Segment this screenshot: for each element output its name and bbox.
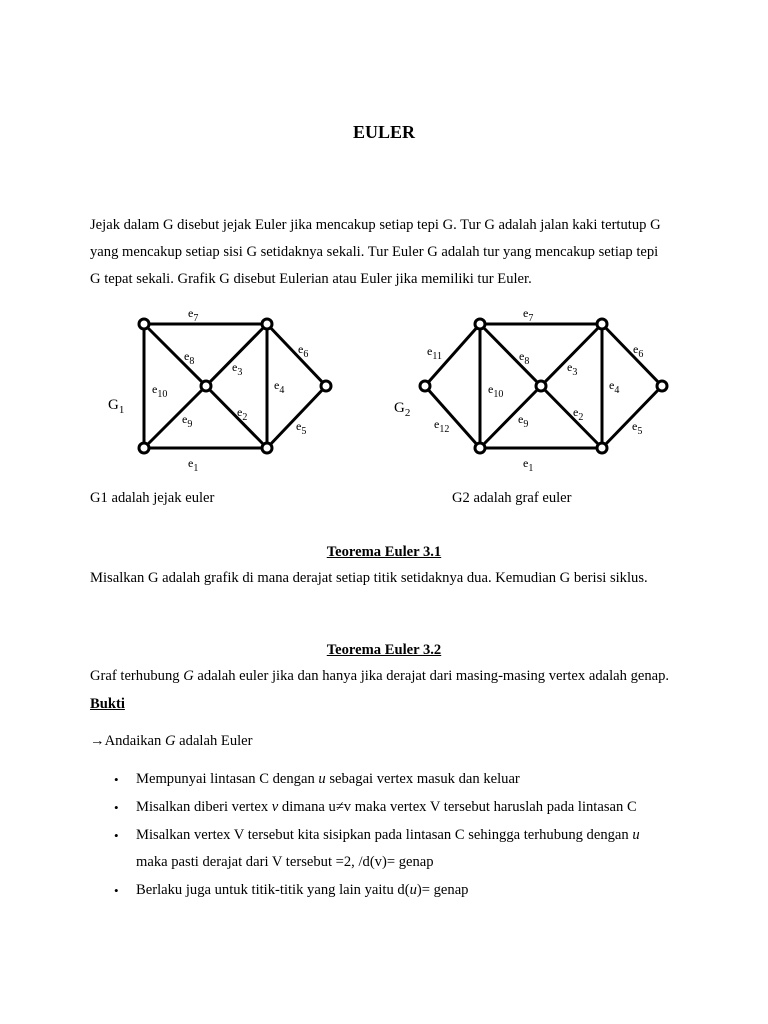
g2-vertex — [420, 381, 430, 391]
theorem-2-heading: Teorema Euler 3.2 — [326, 642, 442, 658]
g2-vertex — [475, 319, 485, 329]
theorem-2-text: Graf terhubung G adalah euler jika dan hanya jika derajat dari masing-masing vertex adalah genap. — [90, 668, 670, 684]
list-item: • Mempunyai lintasan C dengan u sebagai vertex masuk dan keluar — [90, 766, 680, 793]
g1-edge-e5 — [267, 386, 326, 448]
g1-edge-label: $e_{10}$ — [152, 382, 168, 400]
g1-vertex — [262, 443, 272, 453]
graph-figures — [100, 305, 680, 480]
g2-vertex — [597, 443, 607, 453]
g2-vertex — [475, 443, 485, 453]
g1-edge-e6 — [267, 324, 326, 386]
g1-edge-label: $e_1$ — [188, 456, 199, 474]
caption-g1: G1 adalah jejak euler — [90, 490, 215, 506]
g2-edge-label: $e_{12}$ — [434, 417, 450, 435]
intro-line-1: Jejak dalam G disebut jejak Euler jika mencakup setiap tepi G. Tur G adalah jalan kaki tertutup G — [90, 217, 661, 233]
g1-edge-label: $e_6$ — [298, 342, 309, 360]
g1-vertex — [139, 319, 149, 329]
g1-edge-label: $e_4$ — [274, 378, 285, 396]
g2-edge-e5 — [602, 386, 662, 448]
intro-line-3: G tepat sekali. Grafik G disebut Eulerian atau Euler jika memiliki tur Euler. — [90, 271, 532, 287]
g2-edge-label: $e_2$ — [573, 405, 584, 423]
graph-g2-vertices — [420, 319, 667, 453]
page-title: EULER — [352, 122, 415, 142]
g1-edge-label: $e_9$ — [182, 412, 193, 430]
intro-paragraph — [90, 212, 680, 293]
g1-vertex — [321, 381, 331, 391]
g2-edge-e8 — [480, 324, 541, 386]
g2-vertex — [597, 319, 607, 329]
bullet-icon: • — [114, 800, 119, 815]
g2-vertex — [657, 381, 667, 391]
g1-vertex — [139, 443, 149, 453]
g2-edge-label: $e_3$ — [567, 360, 578, 378]
list-item: • Misalkan diberi vertex v dimana u≠v maka vertex V tersebut haruslah pada lintasan C — [90, 794, 680, 821]
bullet-icon: • — [114, 772, 119, 787]
bullet-icon: • — [114, 828, 119, 843]
g1-edge-label: $e_3$ — [232, 360, 243, 378]
g2-vertex — [536, 381, 546, 391]
proof-bullet-list — [90, 766, 680, 905]
graphs-svg — [100, 305, 680, 480]
bullet-icon: • — [114, 883, 119, 898]
right-arrow-icon: → — [90, 733, 105, 749]
g1-edge-label: $e_8$ — [184, 349, 195, 367]
theorem-1-text: Misalkan G adalah grafik di mana derajat setiap titik setidaknya dua. Kemudian G berisi siklus. — [90, 570, 648, 586]
g2-edge-label: $e_{11}$ — [427, 344, 442, 362]
g1-edge-label: $e_2$ — [237, 405, 248, 423]
list-item: • Misalkan vertex V tersebut kita sisipkan pada lintasan C sehingga terhubung dengan u maka pasti derajat dari V tersebut =2, /d(v)= genap — [90, 822, 680, 876]
intro-line-2: yang mencakup setiap sisi G setidaknya sekali. Tur Euler G adalah tur yang mencakup setiap tepi — [90, 244, 659, 260]
g2-edge-e2 — [541, 386, 602, 448]
g2-edge-label: $e_6$ — [633, 342, 644, 360]
g2-edge-e6 — [602, 324, 662, 386]
theorem-1-heading: Teorema Euler 3.1 — [326, 544, 442, 560]
g2-edge-label: $e_1$ — [523, 456, 534, 474]
g2-name: $G_2$ — [394, 400, 411, 419]
g2-edge-label: $e_7$ — [523, 306, 534, 324]
g1-edge-label: $e_7$ — [188, 306, 199, 324]
g1-name: $G_1$ — [108, 397, 125, 416]
g1-vertex — [262, 319, 272, 329]
g2-edge-label: $e_4$ — [609, 378, 620, 396]
g1-vertex — [201, 381, 211, 391]
proof-assumption: →Andaikan G adalah Euler — [90, 733, 253, 749]
g2-edge-label: $e_5$ — [632, 419, 643, 437]
g1-edge-e8 — [144, 324, 206, 386]
g2-edge-label: $e_9$ — [518, 412, 529, 430]
proof-heading: Bukti — [90, 696, 125, 712]
g2-edge-label: $e_{10}$ — [488, 382, 504, 400]
caption-g2: G2 adalah graf euler — [452, 490, 572, 506]
g1-edge-label: $e_5$ — [296, 419, 307, 437]
g2-edge-label: $e_8$ — [519, 349, 530, 367]
list-item: • Berlaku juga untuk titik-titik yang lain yaitu d(u)= genap — [90, 877, 680, 904]
